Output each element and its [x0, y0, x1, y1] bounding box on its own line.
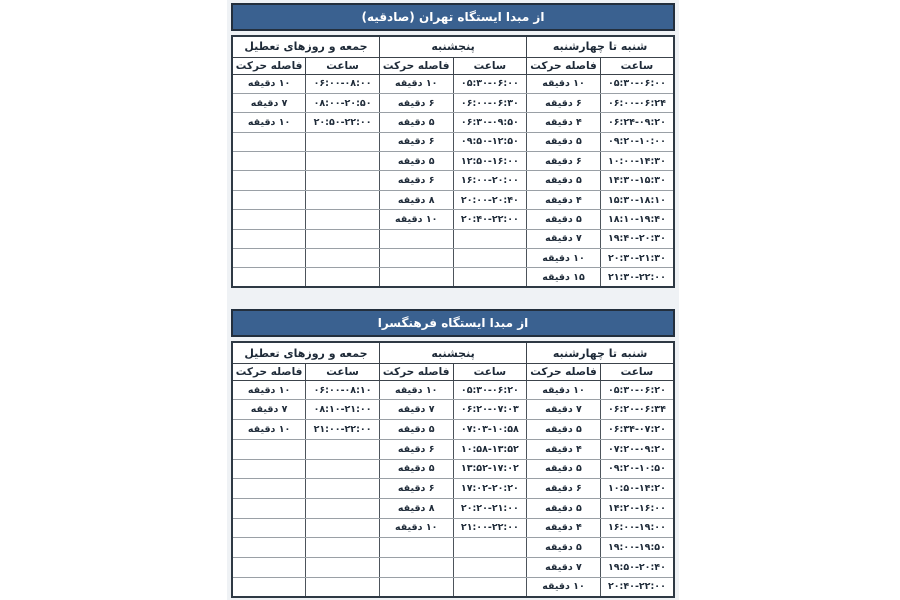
time-range-cell: [453, 268, 527, 287]
schedule-rows: [232, 380, 674, 597]
headway-cell: ۱۰ دقیقه: [379, 74, 453, 93]
time-range-cell: ۲۱:۰۰-۲۲:۰۰: [453, 518, 527, 538]
time-range-cell: ۰۶:۲۴-۰۹:۲۰: [600, 113, 674, 132]
headway-cell: [232, 459, 306, 479]
time-range-cell: ۱۰:۰۰-۱۴:۳۰: [600, 152, 674, 171]
time-range-cell: ۰۹:۵۰-۱۲:۵۰: [453, 132, 527, 151]
time-range-cell: ۰۸:۰۰-۲۰:۵۰: [306, 93, 380, 112]
headway-cell: ۱۰ دقیقه: [527, 74, 601, 93]
table-row: [232, 190, 674, 209]
headway-cell: [379, 538, 453, 558]
time-range-cell: ۰۹:۲۰-۱۰:۵۰: [600, 459, 674, 479]
timetable-sadeghieh: [231, 3, 675, 288]
time-range-cell: ۱۲:۵۰-۱۶:۰۰: [453, 152, 527, 171]
headway-cell: ۶ دقیقه: [379, 171, 453, 190]
headway-cell: [379, 268, 453, 287]
time-column-header: ساعت: [306, 363, 380, 380]
table-row: [232, 557, 674, 577]
time-range-cell: [306, 229, 380, 248]
column-header-row: [232, 57, 674, 74]
headway-cell: ۵ دقیقه: [527, 210, 601, 229]
headway-cell: ۱۵ دقیقه: [527, 268, 601, 287]
time-range-cell: ۱۳:۵۲-۱۷:۰۲: [453, 459, 527, 479]
time-column-header: ساعت: [453, 57, 527, 74]
time-range-cell: [306, 439, 380, 459]
time-range-cell: ۱۹:۵۰-۲۰:۴۰: [600, 557, 674, 577]
headway-cell: ۵ دقیقه: [379, 459, 453, 479]
time-range-cell: ۲۰:۴۰-۲۲:۰۰: [453, 210, 527, 229]
table-row: [232, 439, 674, 459]
time-range-cell: ۲۰:۲۰-۲۱:۰۰: [453, 498, 527, 518]
headway-cell: ۶ دقیقه: [527, 479, 601, 499]
headway-cell: [232, 538, 306, 558]
headway-cell: [232, 132, 306, 151]
headway-cell: ۵ دقیقه: [379, 420, 453, 440]
time-range-cell: ۲۰:۴۰-۲۲:۰۰: [600, 577, 674, 597]
time-range-cell: ۲۰:۵۰-۲۲:۰۰: [306, 113, 380, 132]
time-range-cell: [306, 577, 380, 597]
table-row: [232, 400, 674, 420]
time-range-cell: ۰۵:۳۰-۰۶:۲۰: [453, 380, 527, 400]
table-title-sadeghieh: از مبدا ایستگاه تهران (صادقیه): [231, 3, 675, 31]
headway-cell: [232, 577, 306, 597]
time-range-cell: [306, 190, 380, 209]
headway-cell: [379, 229, 453, 248]
time-range-cell: ۰۵:۳۰-۰۶:۰۰: [453, 74, 527, 93]
headway-cell: [232, 268, 306, 287]
interval-column-header: فاصله حرکت: [232, 57, 306, 74]
time-column-header: ساعت: [600, 57, 674, 74]
table-row: [232, 268, 674, 287]
headway-cell: ۷ دقیقه: [527, 400, 601, 420]
time-range-cell: ۱۴:۲۰-۱۶:۰۰: [600, 498, 674, 518]
day-group-header-row: [232, 342, 674, 363]
column-header-row: [232, 363, 674, 380]
time-column-header: ساعت: [453, 363, 527, 380]
time-range-cell: ۱۹:۴۰-۲۰:۳۰: [600, 229, 674, 248]
headway-cell: [232, 171, 306, 190]
header-friday: جمعه و روزهای تعطیل: [232, 342, 379, 363]
time-range-cell: ۰۶:۲۰-۰۶:۳۴: [600, 400, 674, 420]
table-row: [232, 380, 674, 400]
headway-cell: ۶ دقیقه: [379, 132, 453, 151]
headway-cell: [232, 210, 306, 229]
time-range-cell: [306, 249, 380, 268]
header-thursday: پنجشنبه: [379, 36, 526, 57]
time-range-cell: ۰۶:۲۰-۰۷:۰۳: [453, 400, 527, 420]
time-range-cell: ۰۶:۳۰-۰۹:۵۰: [453, 113, 527, 132]
time-range-cell: ۰۹:۲۰-۱۰:۰۰: [600, 132, 674, 151]
header-friday: جمعه و روزهای تعطیل: [232, 36, 379, 57]
headway-cell: [379, 577, 453, 597]
table-row: [232, 498, 674, 518]
headway-cell: ۵ دقیقه: [379, 152, 453, 171]
headway-cell: [232, 557, 306, 577]
timetable-panel: [227, 0, 679, 600]
headway-cell: ۴ دقیقه: [527, 518, 601, 538]
table-row: [232, 577, 674, 597]
time-range-cell: [306, 518, 380, 538]
table-row: [232, 171, 674, 190]
table-row: [232, 74, 674, 93]
headway-cell: ۶ دقیقه: [527, 152, 601, 171]
time-range-cell: ۰۵:۳۰-۰۶:۰۰: [600, 74, 674, 93]
table-row: [232, 113, 674, 132]
time-range-cell: [453, 538, 527, 558]
headway-cell: [379, 557, 453, 577]
day-group-header-row: [232, 36, 674, 57]
headway-cell: ۱۰ دقیقه: [379, 518, 453, 538]
headway-cell: ۷ دقیقه: [379, 400, 453, 420]
headway-cell: ۵ دقیقه: [527, 459, 601, 479]
schedule-table-sadeghieh: [231, 35, 675, 288]
time-range-cell: [306, 152, 380, 171]
time-range-cell: ۱۵:۳۰-۱۸:۱۰: [600, 190, 674, 209]
time-range-cell: ۲۱:۳۰-۲۲:۰۰: [600, 268, 674, 287]
interval-column-header: فاصله حرکت: [379, 363, 453, 380]
time-range-cell: [306, 459, 380, 479]
schedule-rows: [232, 74, 674, 287]
time-range-cell: [453, 249, 527, 268]
time-range-cell: ۱۶:۰۰-۱۹:۰۰: [600, 518, 674, 538]
headway-cell: ۵ دقیقه: [379, 113, 453, 132]
time-range-cell: [306, 557, 380, 577]
time-column-header: ساعت: [600, 363, 674, 380]
headway-cell: ۶ دقیقه: [379, 93, 453, 112]
time-range-cell: ۱۰:۵۰-۱۴:۲۰: [600, 479, 674, 499]
table-row: [232, 152, 674, 171]
headway-cell: ۴ دقیقه: [527, 439, 601, 459]
time-range-cell: ۱۴:۳۰-۱۵:۳۰: [600, 171, 674, 190]
headway-cell: [232, 229, 306, 248]
headway-cell: ۵ دقیقه: [527, 132, 601, 151]
time-range-cell: [453, 229, 527, 248]
time-range-cell: ۰۶:۰۰-۰۸:۰۰: [306, 74, 380, 93]
headway-cell: ۵ دقیقه: [527, 420, 601, 440]
table-row: [232, 93, 674, 112]
headway-cell: ۸ دقیقه: [379, 190, 453, 209]
table-row: [232, 132, 674, 151]
table-row: [232, 479, 674, 499]
headway-cell: ۱۰ دقیقه: [379, 380, 453, 400]
interval-column-header: فاصله حرکت: [527, 363, 601, 380]
headway-cell: [232, 518, 306, 538]
time-range-cell: ۱۰:۵۸-۱۳:۵۲: [453, 439, 527, 459]
time-range-cell: ۰۶:۰۰-۰۸:۱۰: [306, 380, 380, 400]
headway-cell: ۱۰ دقیقه: [527, 249, 601, 268]
time-range-cell: ۰۸:۱۰-۲۱:۰۰: [306, 400, 380, 420]
time-range-cell: [453, 577, 527, 597]
headway-cell: ۴ دقیقه: [527, 113, 601, 132]
table-row: [232, 459, 674, 479]
time-range-cell: [306, 210, 380, 229]
headway-cell: ۱۰ دقیقه: [232, 420, 306, 440]
headway-cell: ۱۰ دقیقه: [527, 577, 601, 597]
time-range-cell: ۱۶:۰۰-۲۰:۰۰: [453, 171, 527, 190]
time-range-cell: ۰۶:۰۰-۰۶:۳۰: [453, 93, 527, 112]
headway-cell: ۷ دقیقه: [232, 93, 306, 112]
time-range-cell: [306, 479, 380, 499]
time-range-cell: [453, 557, 527, 577]
headway-cell: ۱۰ دقیقه: [232, 74, 306, 93]
headway-cell: [232, 498, 306, 518]
time-range-cell: ۰۶:۳۴-۰۷:۲۰: [600, 420, 674, 440]
table-row: [232, 229, 674, 248]
headway-cell: ۱۰ دقیقه: [527, 380, 601, 400]
headway-cell: [232, 249, 306, 268]
time-range-cell: ۱۸:۱۰-۱۹:۴۰: [600, 210, 674, 229]
time-column-header: ساعت: [306, 57, 380, 74]
header-thursday: پنجشنبه: [379, 342, 526, 363]
time-range-cell: [306, 171, 380, 190]
headway-cell: ۶ دقیقه: [379, 479, 453, 499]
time-range-cell: [306, 132, 380, 151]
table-row: [232, 249, 674, 268]
headway-cell: ۱۰ دقیقه: [379, 210, 453, 229]
time-range-cell: [306, 498, 380, 518]
headway-cell: ۴ دقیقه: [527, 190, 601, 209]
time-range-cell: ۰۵:۳۰-۰۶:۲۰: [600, 380, 674, 400]
time-range-cell: ۰۶:۰۰-۰۶:۲۴: [600, 93, 674, 112]
headway-cell: ۸ دقیقه: [379, 498, 453, 518]
time-range-cell: ۰۷:۲۰-۰۹:۲۰: [600, 439, 674, 459]
headway-cell: ۷ دقیقه: [527, 229, 601, 248]
headway-cell: ۷ دقیقه: [527, 557, 601, 577]
time-range-cell: ۱۷:۰۲-۲۰:۲۰: [453, 479, 527, 499]
headway-cell: ۶ دقیقه: [527, 93, 601, 112]
interval-column-header: فاصله حرکت: [232, 363, 306, 380]
headway-cell: ۷ دقیقه: [232, 400, 306, 420]
headway-cell: ۱۰ دقیقه: [232, 113, 306, 132]
time-range-cell: [306, 538, 380, 558]
headway-cell: [232, 190, 306, 209]
headway-cell: [232, 152, 306, 171]
table-row: [232, 210, 674, 229]
table-row: [232, 518, 674, 538]
table-title-farhangsara: از مبدا ایستگاه فرهنگسرا: [231, 309, 675, 337]
headway-cell: [379, 249, 453, 268]
headway-cell: ۱۰ دقیقه: [232, 380, 306, 400]
schedule-table-farhangsara: [231, 341, 675, 598]
time-range-cell: ۲۰:۰۰-۲۰:۴۰: [453, 190, 527, 209]
table-row: [232, 420, 674, 440]
headway-cell: ۵ دقیقه: [527, 498, 601, 518]
time-range-cell: ۲۰:۳۰-۲۱:۳۰: [600, 249, 674, 268]
table-row: [232, 538, 674, 558]
interval-column-header: فاصله حرکت: [379, 57, 453, 74]
header-sat-wed: شنبه تا چهارشنبه: [527, 342, 674, 363]
header-sat-wed: شنبه تا چهارشنبه: [527, 36, 674, 57]
time-range-cell: ۰۷:۰۳-۱۰:۵۸: [453, 420, 527, 440]
headway-cell: ۶ دقیقه: [379, 439, 453, 459]
time-range-cell: ۱۹:۰۰-۱۹:۵۰: [600, 538, 674, 558]
headway-cell: [232, 439, 306, 459]
time-range-cell: ۲۱:۰۰-۲۲:۰۰: [306, 420, 380, 440]
headway-cell: [232, 479, 306, 499]
interval-column-header: فاصله حرکت: [527, 57, 601, 74]
timetable-farhangsara: [231, 309, 675, 598]
headway-cell: ۵ دقیقه: [527, 538, 601, 558]
headway-cell: ۵ دقیقه: [527, 171, 601, 190]
time-range-cell: [306, 268, 380, 287]
